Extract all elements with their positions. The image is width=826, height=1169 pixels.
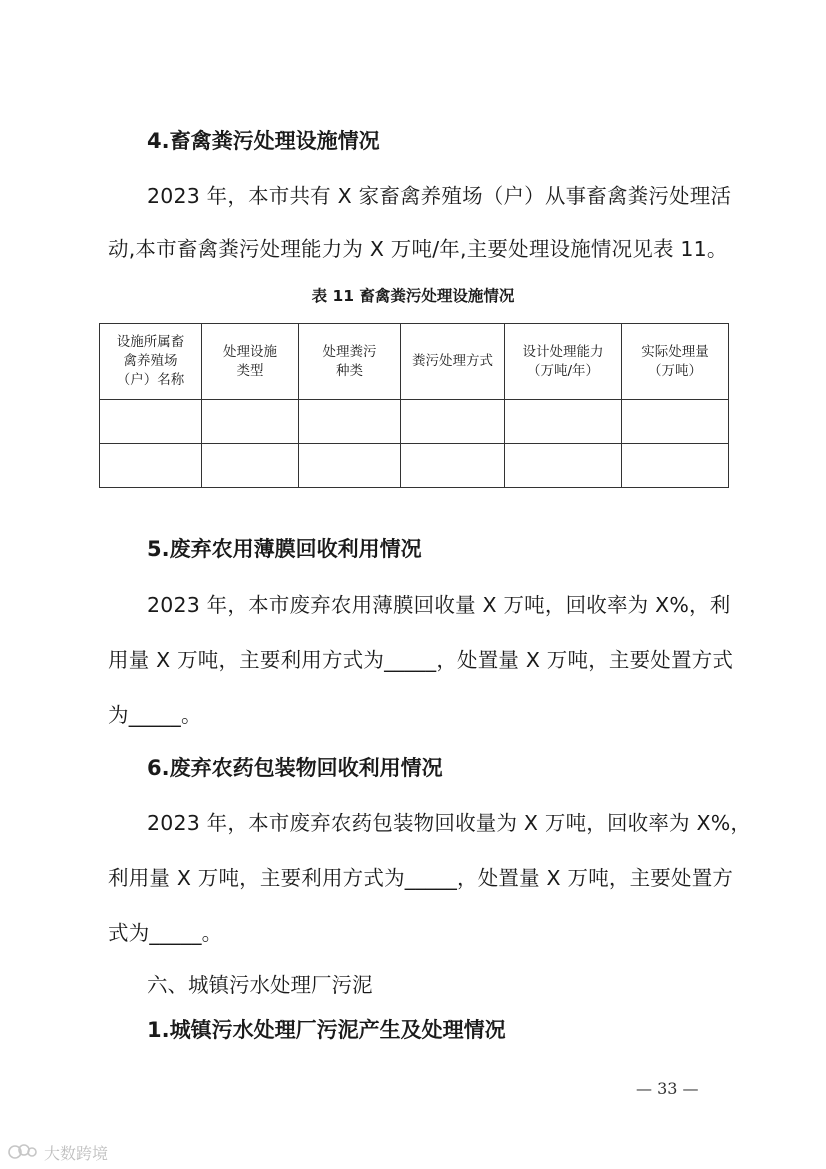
watermark: [6, 1140, 108, 1164]
table-cell: [202, 444, 299, 488]
table-row: [100, 400, 729, 444]
table-cell: [505, 400, 622, 444]
table-cell: [100, 400, 202, 444]
table-header-row: [100, 324, 729, 400]
table-cell: [299, 444, 401, 488]
header-manure-type: 处理粪污 种类: [299, 324, 401, 400]
table-11-caption: 表 11 畜禽粪污处理设施情况: [311, 287, 515, 305]
section-6-heading: 6.废弃农药包装物回收利用情况: [147, 756, 443, 780]
table-cell: [401, 400, 505, 444]
section-5-line-1: 2023 年，本市废弃农用薄膜回收量 X 万吨，回收率为 X%，利: [147, 593, 731, 617]
section-5-heading: 5.废弃农用薄膜回收利用情况: [147, 537, 422, 561]
header-facility-type: 处理设施 类型: [202, 324, 299, 400]
table-cell: [401, 444, 505, 488]
section-5-line-3: 为_____。: [108, 703, 202, 727]
table-cell: [622, 444, 729, 488]
section-6-line-3: 式为_____。: [108, 921, 223, 945]
watermark-text: 大数跨境: [44, 1143, 109, 1163]
part-6-title: 六、城镇污水处理厂污泥: [147, 973, 373, 997]
section-4-heading: 4.畜禽粪污处理设施情况: [147, 129, 380, 153]
table-cell: [100, 444, 202, 488]
header-actual-volume: 实际处理量 （万吨）: [622, 324, 729, 400]
section-6-line-1: 2023 年，本市废弃农药包装物回收量为 X 万吨，回收率为 X%，: [147, 811, 752, 835]
part-6-subheading: 1.城镇污水处理厂污泥产生及处理情况: [147, 1018, 506, 1042]
table-cell: [202, 400, 299, 444]
table-row: [100, 444, 729, 488]
table-cell: [299, 400, 401, 444]
page-number: — 33 —: [636, 1079, 699, 1098]
section-6-line-2: 利用量 X 万吨，主要利用方式为_____，处置量 X 万吨，主要处置方: [108, 866, 734, 890]
table-cell: [622, 400, 729, 444]
header-facility-owner: 设施所属畜 禽养殖场 （户）名称: [100, 324, 202, 400]
table-11: [99, 323, 729, 488]
section-5-line-2: 用量 X 万吨，主要利用方式为_____，处置量 X 万吨，主要处置方式: [108, 648, 734, 672]
header-treatment-method: 粪污处理方式: [401, 324, 505, 400]
bubble-logo-icon: [6, 1140, 40, 1164]
section-4-line-1: 2023 年，本市共有 X 家畜禽养殖场（户）从事畜禽粪污处理活: [147, 184, 732, 208]
header-design-capacity: 设计处理能力 （万吨/年）: [505, 324, 622, 400]
section-4-line-2: 动,本市畜禽粪污处理能力为 X 万吨/年,主要处理设施情况见表 11。: [108, 237, 728, 261]
table-cell: [505, 444, 622, 488]
